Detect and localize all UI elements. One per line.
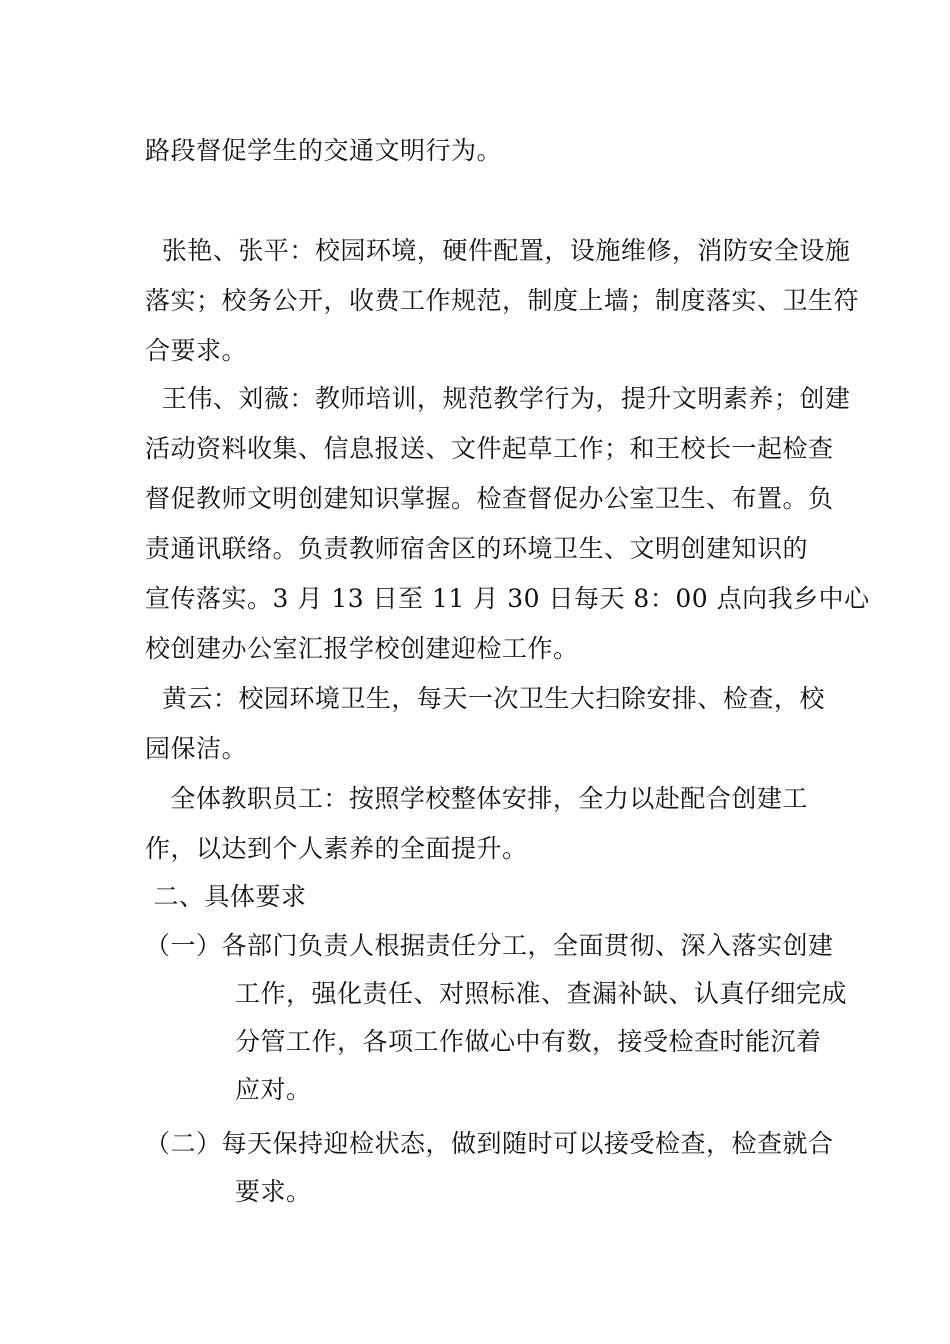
paragraph-zhang [145,226,860,376]
paragraph-huang [145,674,825,774]
list-item-first-line: （二）每天保持迎检状态，做到随时可以接受检查，检查就合 [145,1129,834,1158]
text-line: 全体教职员工：按照学校整体安排，全力以赴配合创建工 [145,784,808,813]
text-line: 督促教师文明创建知识掌握。检查督促办公室卫生、布置。负 [145,484,834,513]
text-line: 黄云：校园环境卫生，每天一次卫生大扫除安排、检查，校 [145,684,825,713]
heading-text: 二、具体要求 [145,882,307,911]
text-line: 园保洁。 [145,734,248,763]
text-line: 作，以达到个人素养的全面提升。 [145,834,528,863]
text-line: 王伟、刘薇：教师培训，规范教学行为，提升文明素养；创建 [145,384,851,413]
text-line: 活动资料收集、信息报送、文件起草工作；和王校长一起检查 [145,434,834,463]
list-item-continuation: 分管工作，各项工作做心中有数，接受检查时能沉着 [235,1027,822,1056]
section-heading [145,872,810,922]
list-item-continuation: 应对。 [235,1075,312,1104]
list-item-continuation: 工作，强化责任、对照标准、查漏补缺、认真仔细完成 [235,979,848,1008]
text-line: 路段督促学生的交通文明行为。 [145,136,503,165]
list-item-first-line: （一）各部门负责人根据责任分工，全面贯彻、深入落实创建 [145,931,834,960]
text-line: 合要求。 [145,336,248,365]
list-item-1 [145,922,848,1114]
text-line: 宣传落实。3 月 13 日至 11 月 30 日每天 8：00 点向我乡中心 [145,584,870,613]
text-line: 校创建办公室汇报学校创建迎检工作。 [145,634,579,663]
list-item-2 [145,1120,834,1216]
text-line: 张艳、张平：校园环境，硬件配置，设施维修，消防安全设施 [145,236,851,265]
list-item-continuation: 要求。 [235,1177,312,1206]
paragraph-wang [145,374,870,674]
paragraph-traffic [145,126,810,176]
paragraph-all-staff [145,774,810,874]
text-line: 责通讯联络。负责教师宿舍区的环境卫生、文明创建知识的 [145,534,809,563]
text-line: 落实；校务公开，收费工作规范，制度上墙；制度落实、卫生符 [145,286,860,315]
